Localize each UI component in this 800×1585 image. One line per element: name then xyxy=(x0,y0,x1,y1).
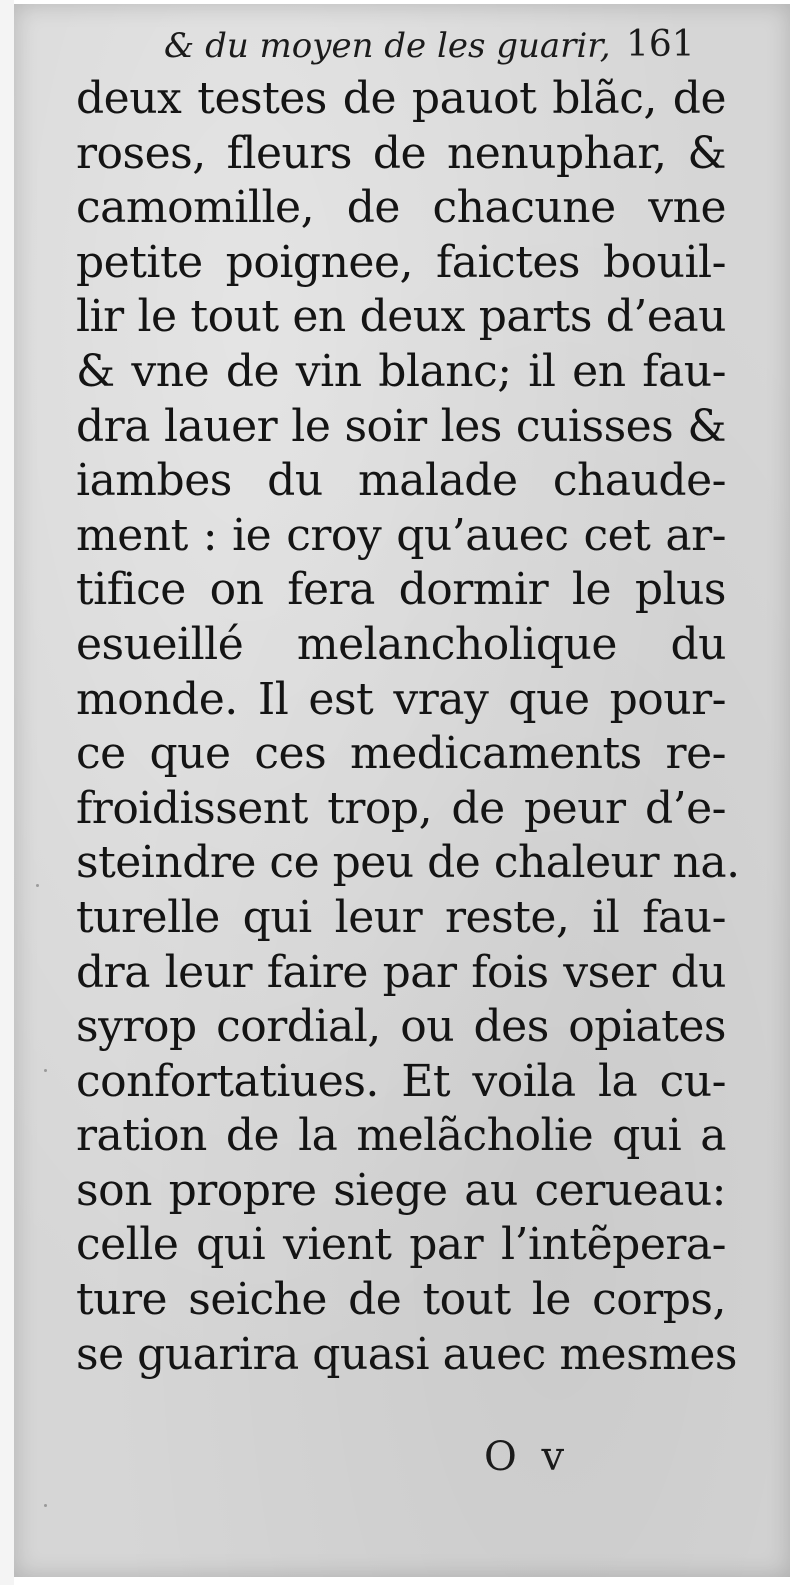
text-line: petite poignee, faictes bouil- xyxy=(76,236,726,288)
text-line: froidissent trop, de peur d’e- xyxy=(76,782,726,834)
signature-mark: O v xyxy=(484,1434,571,1480)
running-head: & du moyen de les guarir, xyxy=(164,26,611,66)
text-line: son propre siege au cerueau: xyxy=(76,1164,726,1216)
text-line: ce que ces medicaments re- xyxy=(76,728,726,780)
text-line: iambes du malade chaude- xyxy=(76,455,726,507)
text-line: confortatiues. Et voila la cu- xyxy=(76,1055,726,1107)
text-line: ment : ie croy qu’auec cet ar- xyxy=(76,509,726,561)
text-line: deux testes de pauot blãc, de xyxy=(76,73,726,124)
text-line: dra lauer le soir les cuisses & xyxy=(76,400,726,452)
book-page xyxy=(14,4,790,1577)
text-line: dra leur faire par fois vser du xyxy=(76,946,726,998)
text-line: ture seiche de tout le corps, xyxy=(76,1274,726,1326)
paper-speck xyxy=(44,1069,47,1072)
paper-speck xyxy=(44,1504,47,1507)
text-line: turelle qui leur reste, il fau- xyxy=(76,891,726,943)
text-line: syrop cordial, ou des opiates xyxy=(76,1001,726,1053)
page-number: 161 xyxy=(626,24,695,65)
page-margin xyxy=(0,0,14,1585)
text-line: esueillé melancholique du xyxy=(76,618,726,670)
text-line: se guarira quasi auec mesmes xyxy=(76,1328,737,1380)
text-line: celle qui vient par l’intẽpera- xyxy=(76,1219,726,1271)
body-text xyxy=(76,72,740,1382)
text-line: & vne de vin blanc; il en fau- xyxy=(76,345,726,397)
text-line: roses, fleurs de nenuphar, & xyxy=(76,127,726,179)
text-line: steindre ce peu de chaleur na. xyxy=(76,837,740,889)
page-header xyxy=(14,16,790,74)
text-line: monde. Il est vray que pour- xyxy=(76,673,726,725)
text-line: tifice on fera dormir le plus xyxy=(76,564,726,616)
text-line: lir le tout en deux parts d’eau xyxy=(76,291,726,343)
paper-speck xyxy=(36,884,39,887)
text-line: camomille, de chacune vne xyxy=(76,182,726,234)
text-line: ration de la melãcholie qui a xyxy=(76,1110,726,1162)
